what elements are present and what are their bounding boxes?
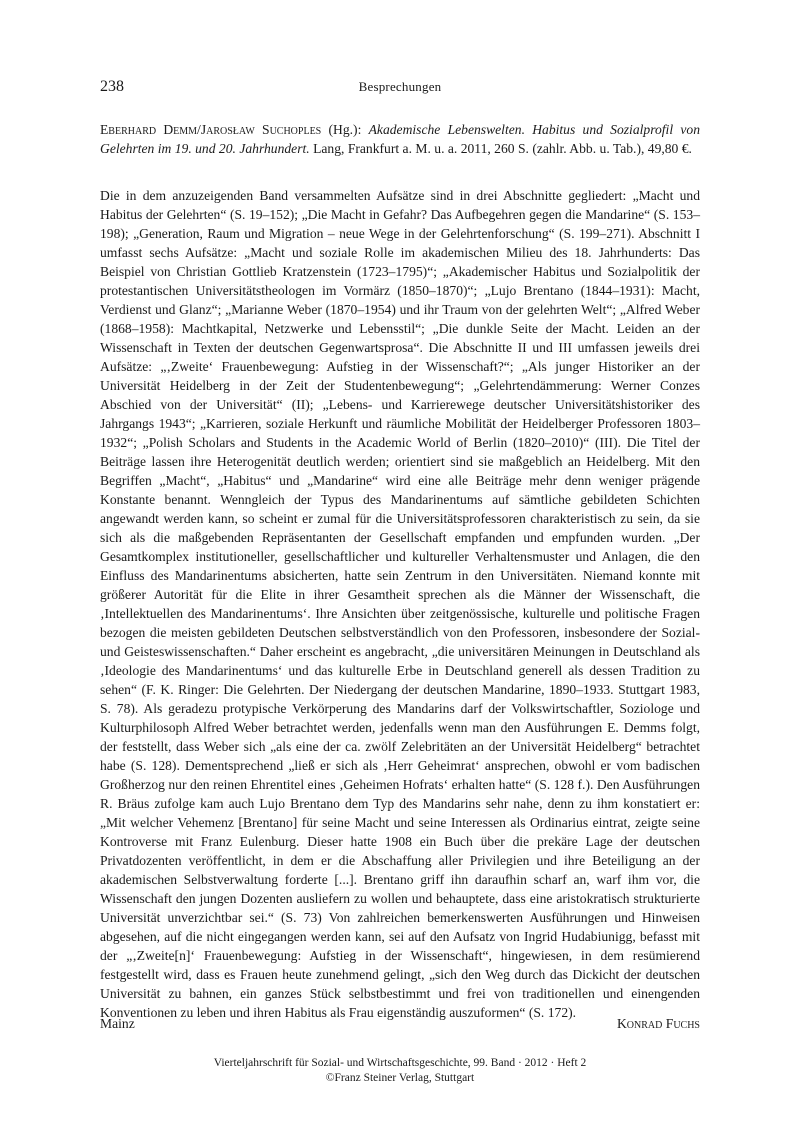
review-body: Die in dem anzuzeigenden Band versammelten Aufsätze sind in drei Abschnitte gegliedert: „Macht und Habitus der Gelehrten“ (S. 19–152); „Die Macht in Gefahr? Das Aufbegehren gegen die Mandarine“ (S. 153–198); „Generation, Raum und Migration – neue Wege in der Gelehrtenforschung“ (S. 199–271). Abschnitt I umfasst sechs Aufsätze: „Macht und soziale Rolle im akademischen Milieu des 18. Jahrhunderts: Das Beispiel von Christian Gottlieb Kratzenstein (1723–1795)“; „Akademischer Habitus und Sozialpolitik der protestantischen Universitätstheologen im Vormärz (1850–1870)“; „Lujo Brentano (1844–1931): Macht, Verdienst und Glanz“; „Marianne Weber (1870–1954) und ihr Traum von der gelehrten Welt“; „Alfred Weber (1868–1958): Machtkapital, Netzwerke und Lebensstil“; „Die dunkle Seite der Macht. Leiden an der Wissenschaft in Texten der deutschen Gegenwartsprosa“. Die Abschnitte II und III umfassen jeweils drei Aufsätze: „‚Zweite‘ Frauenbewegung: Aufstieg in der Wissenschaft?“; „Als junger Historiker an der Universität Heidelberg in der Zeit der Studentenbewegung“; „Gelehrtendämmerung: Werner Conzes Abschied von der Universität“ (II); „Lebens- und Karrierewege deutscher Universitätshistoriker des Jahrgangs 1943“; „Karrieren, soziale Herkunft und räumliche Mobilität der Heidelberger Professoren 1803–1932“; „Polish Scholars and Students in the Academic World of Berlin (1820–2010)“ (III). Die Titel der Beiträge lassen ihre Heterogenität deutlich werden; orientiert sind sie maßgeblich an Heidelberg. Mit den Begriffen „Macht“, „Habitus“ und „Mandarine“ wird eine alle Beiträge mehr denn weniger prägende Konstante benannt. Wenngleich der Typus des Mandarinentums auf sämtliche gebildeten Schichten angewandt werden kann, so scheint er zumal für die Universitätsprofessoren charakteristisch zu sein, da sie sich als die maßgebenden Repräsentanten der Gesellschaft empfanden und empfunden wurden. „Der Gesamtkomplex institutioneller, gesellschaftlicher und kultureller Verhaltensmuster und Anlagen, die den Einfluss des Mandarinentums absicherten, hatte sein Zentrum in den Universitäten. Niemand konnte mit größerer Autorität für die Elite in ihrer Gesamtheit sprechen als die Männer der Wissenschaft, die ‚Intellektuellen des Mandarinentums‘. Ihre Ansichten über zeitgenössische, kulturelle und politische Fragen bezogen die meisten gebildeten Deutschen selbstverständlich von den Professoren, insbesondere der Sozial- und Geisteswissenschaften.“ Daher erscheint es angebracht, „die universitären Meinungen in Deutschland als ‚Ideologie des Mandarinentums‘ und das kulturelle Erbe in Deutschland generell als dessen Tradition zu sehen“ (F. K. Ringer: Die Gelehrten. Der Niedergang der deutschen Mandarine, 1890–1933. Stuttgart 1983, S. 78). Als geradezu protypische Verkörperung des Mandarins darf der Volkswirtschaftler, Soziologe und Kulturphilosoph Alfred Weber betrachtet werden, jedenfalls wenn man den Ausführungen E. Demms folgt, der feststellt, dass Weber sich „als eine der ca. zwölf Zelebritäten an der Universität Heidelberg“ betrachtet habe (S. 128). Dementsprechend „ließ er sich als ‚Herr Geheimrat‘ ansprechen, obwohl er vom badischen Großherzog nur den reinen Ehrentitel eines ‚Geheimen Hofrats‘ erhalten hatte“ (S. 128 f.). Den Ausführungen R. Bräus zufolge kam auch Lujo Brentano dem Typ des Mandarins sehr nahe, denn zu ihm konstatiert er: „Mit welcher Vehemenz [Brentano] für seine Macht und seine Interessen als Ordinarius eintrat, zeigte seine Kontroverse mit Franz Eulenburg. Dieser hatte 1908 ein Buch über die prekäre Lage der deutschen Privatdozenten veröffentlicht, in dem er die Abschaffung aller Privilegien und ihre Beteiligung an der akademischen Selbstverwaltung forderte [...]. Brentano griff ihn daraufhin scharf an, warf ihm vor, die Wissenschaft den jungen Dozenten ausliefern zu wollen und behauptete, dass eine aristokratisch strukturierte Universität unverzichtbar sei.“ (S. 73) Von zahlreichen bemerkenswerten Ausführungen und Hinweisen abgesehen, auf die nicht eingegangen werden kann, sei auf den Aufsatz von Ingrid Hudabiunigg, befasst mit der „‚Zweite[n]‘ Frauenbewegung: Aufstieg in der Wissenschaft“, hingewiesen, in dem resümierend festgestellt wird, dass es Frauen heute zunehmend gelingt, „sich den Weg durch das Dickicht der deutschen Universität zu bahnen, ein ganzes Stück selbstbestimmt und frei von traditionellen und einengenden Konventionen zu leben und ihren Habitus als Frau eigenständig auszuformen“ (S. 172). [100, 188, 700, 1020]
running-title: Besprechungen [358, 79, 442, 94]
running-head [100, 78, 700, 100]
review-place: Mainz [100, 1016, 135, 1031]
citation-editor-note: (Hg.): [321, 122, 369, 137]
book-citation [100, 120, 700, 158]
signature-row [100, 1016, 700, 1036]
reviewer-name: Konrad Fuchs [616, 1016, 700, 1031]
footer-journal-line: Vierteljahrschrift für Sozial- und Wirtschaftsgeschichte, 99. Band · 2012 · Heft 2 [213, 1057, 587, 1069]
page-number: 238 [100, 78, 124, 95]
page-footer [100, 1056, 700, 1086]
footer-publisher-line: ©Franz Steiner Verlag, Stuttgart [325, 1072, 475, 1084]
citation-details: Lang, Frankfurt a. M. u. a. 2011, 260 S. (zahlr. Abb. u. Tab.), 49,80 €. [309, 141, 692, 156]
citation-title: Akademische Lebenswelten. Habitus und Sozialprofil von Gelehrten im 19. und 20. Jahrhundert. [100, 122, 700, 156]
citation-authors: Eberhard Demm/Jarosław Suchoples [100, 122, 322, 137]
